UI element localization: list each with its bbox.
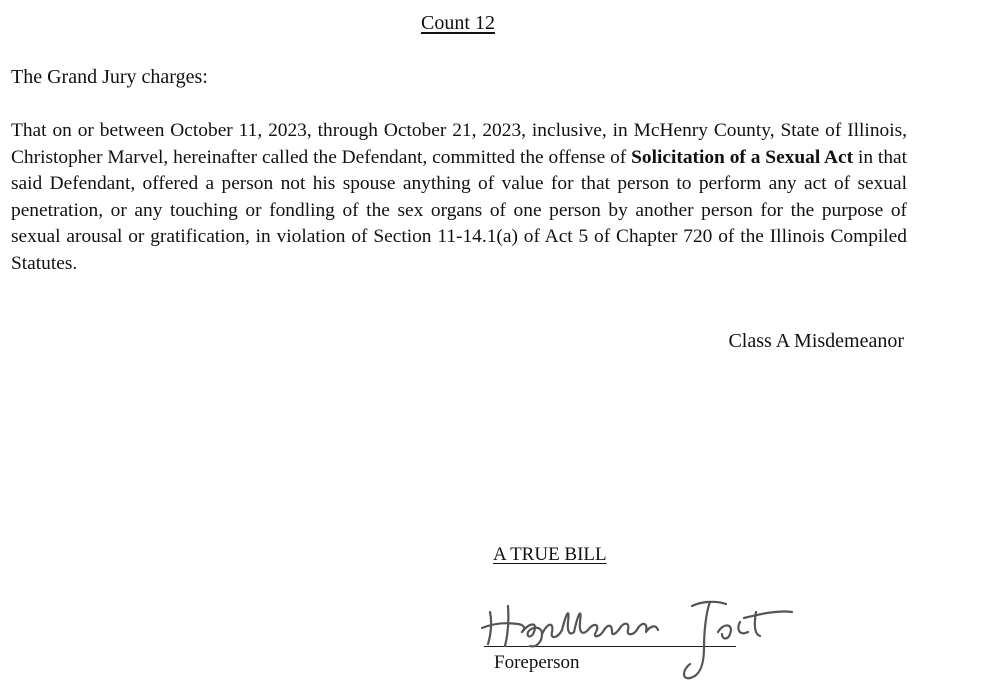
charge-text-part2: in that said Defendant, offered a person not his spouse anything of value for that person to perform any act of sexual penetration, or any touching or fondling of the sex organs of one person by another person for the purpose of sexual arousal or gratification, in violation of Section 11-14.1(a) of Act 5 of Chapter 720 of the Illinois Compiled Statutes. xyxy=(11,146,908,274)
count-title: Count 12 xyxy=(421,12,495,34)
foreperson-label: Foreperson xyxy=(494,652,580,673)
grand-jury-intro: The Grand Jury charges: xyxy=(11,66,208,88)
true-bill-heading: A TRUE BILL xyxy=(493,544,607,565)
charge-paragraph xyxy=(11,118,907,277)
charge-text-part1: That on or between October 11, 2023, through October 21, 2023, inclusive, in McHenry County, State of Illinois, Christopher Marvel, hereinafter called the Defendant, committed the offense of xyxy=(11,120,907,168)
offense-classification: Class A Misdemeanor xyxy=(728,330,904,352)
offense-name: Solicitation of a Sexual Act xyxy=(631,146,854,168)
